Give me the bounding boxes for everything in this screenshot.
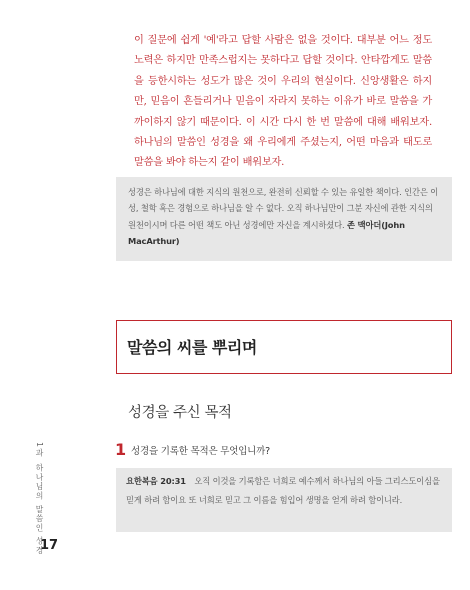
quote-body [128, 184, 440, 249]
quote-author: 존 맥아더(John MacArthur) [128, 219, 405, 246]
page-number: 17 [40, 538, 59, 553]
verse-reference: 요한복음 20:31 [126, 476, 186, 486]
section-header-box [116, 320, 452, 374]
verse-box [116, 468, 452, 532]
verse-body [126, 472, 442, 509]
sidebar-title: 하나님의 말씀인 성경 [35, 463, 44, 556]
subsection-title: 성경을 주신 목적 [128, 405, 232, 421]
question-number: 1 [115, 440, 127, 459]
question-text: 성경을 기록한 목적은 무엇입니까? [131, 446, 270, 457]
intro-paragraph: 이 질문에 쉽게 '예'라고 답할 사람은 없을 것이다. 대부분 어느 정도 노력은 하지만 만족스럽지는 못하다고 답할 것이다. 안타깝게도 말씀을 등한시하는 성도가 많은 것이 우리의 현실이다. 신앙생활은 하지만, 믿음이 흔들리거나 믿음이 자라지 못하는 이유가 바로 말씀을 가까이하지 않기 때문이다. 이 시간 다시 한 번 말씀에 대해 배워보자. 하나님의 말씀인 성경을 왜 우리에게 주셨는지, 어떤 마음과 태도로 말씀을 봐야 하는지 같이 배워보자. [134, 35, 432, 169]
section-title: 말씀의 씨를 뿌리며 [127, 338, 257, 357]
verse-text: 오직 이것을 기록함은 너희로 예수께서 하나님의 아들 그리스도이심을 믿게 하려 함이요 또 너희로 믿고 그 이름을 힘입어 생명을 얻게 하려 함이니라. [126, 476, 440, 505]
quote-box [116, 177, 452, 261]
sidebar-chapter: 1과 [35, 442, 44, 458]
quote-text: 성경은 하나님에 대한 지식의 원천으로, 완전히 신뢰할 수 있는 유일한 책이다. 인간은 이성, 철학 혹은 경험으로 하나님을 알 수 없다. 오직 하나님만이 그분 자신에 관한 지식의 원천이시며 다른 어떤 책도 아닌 성경에만 자신을 계시하셨다. [128, 187, 439, 230]
